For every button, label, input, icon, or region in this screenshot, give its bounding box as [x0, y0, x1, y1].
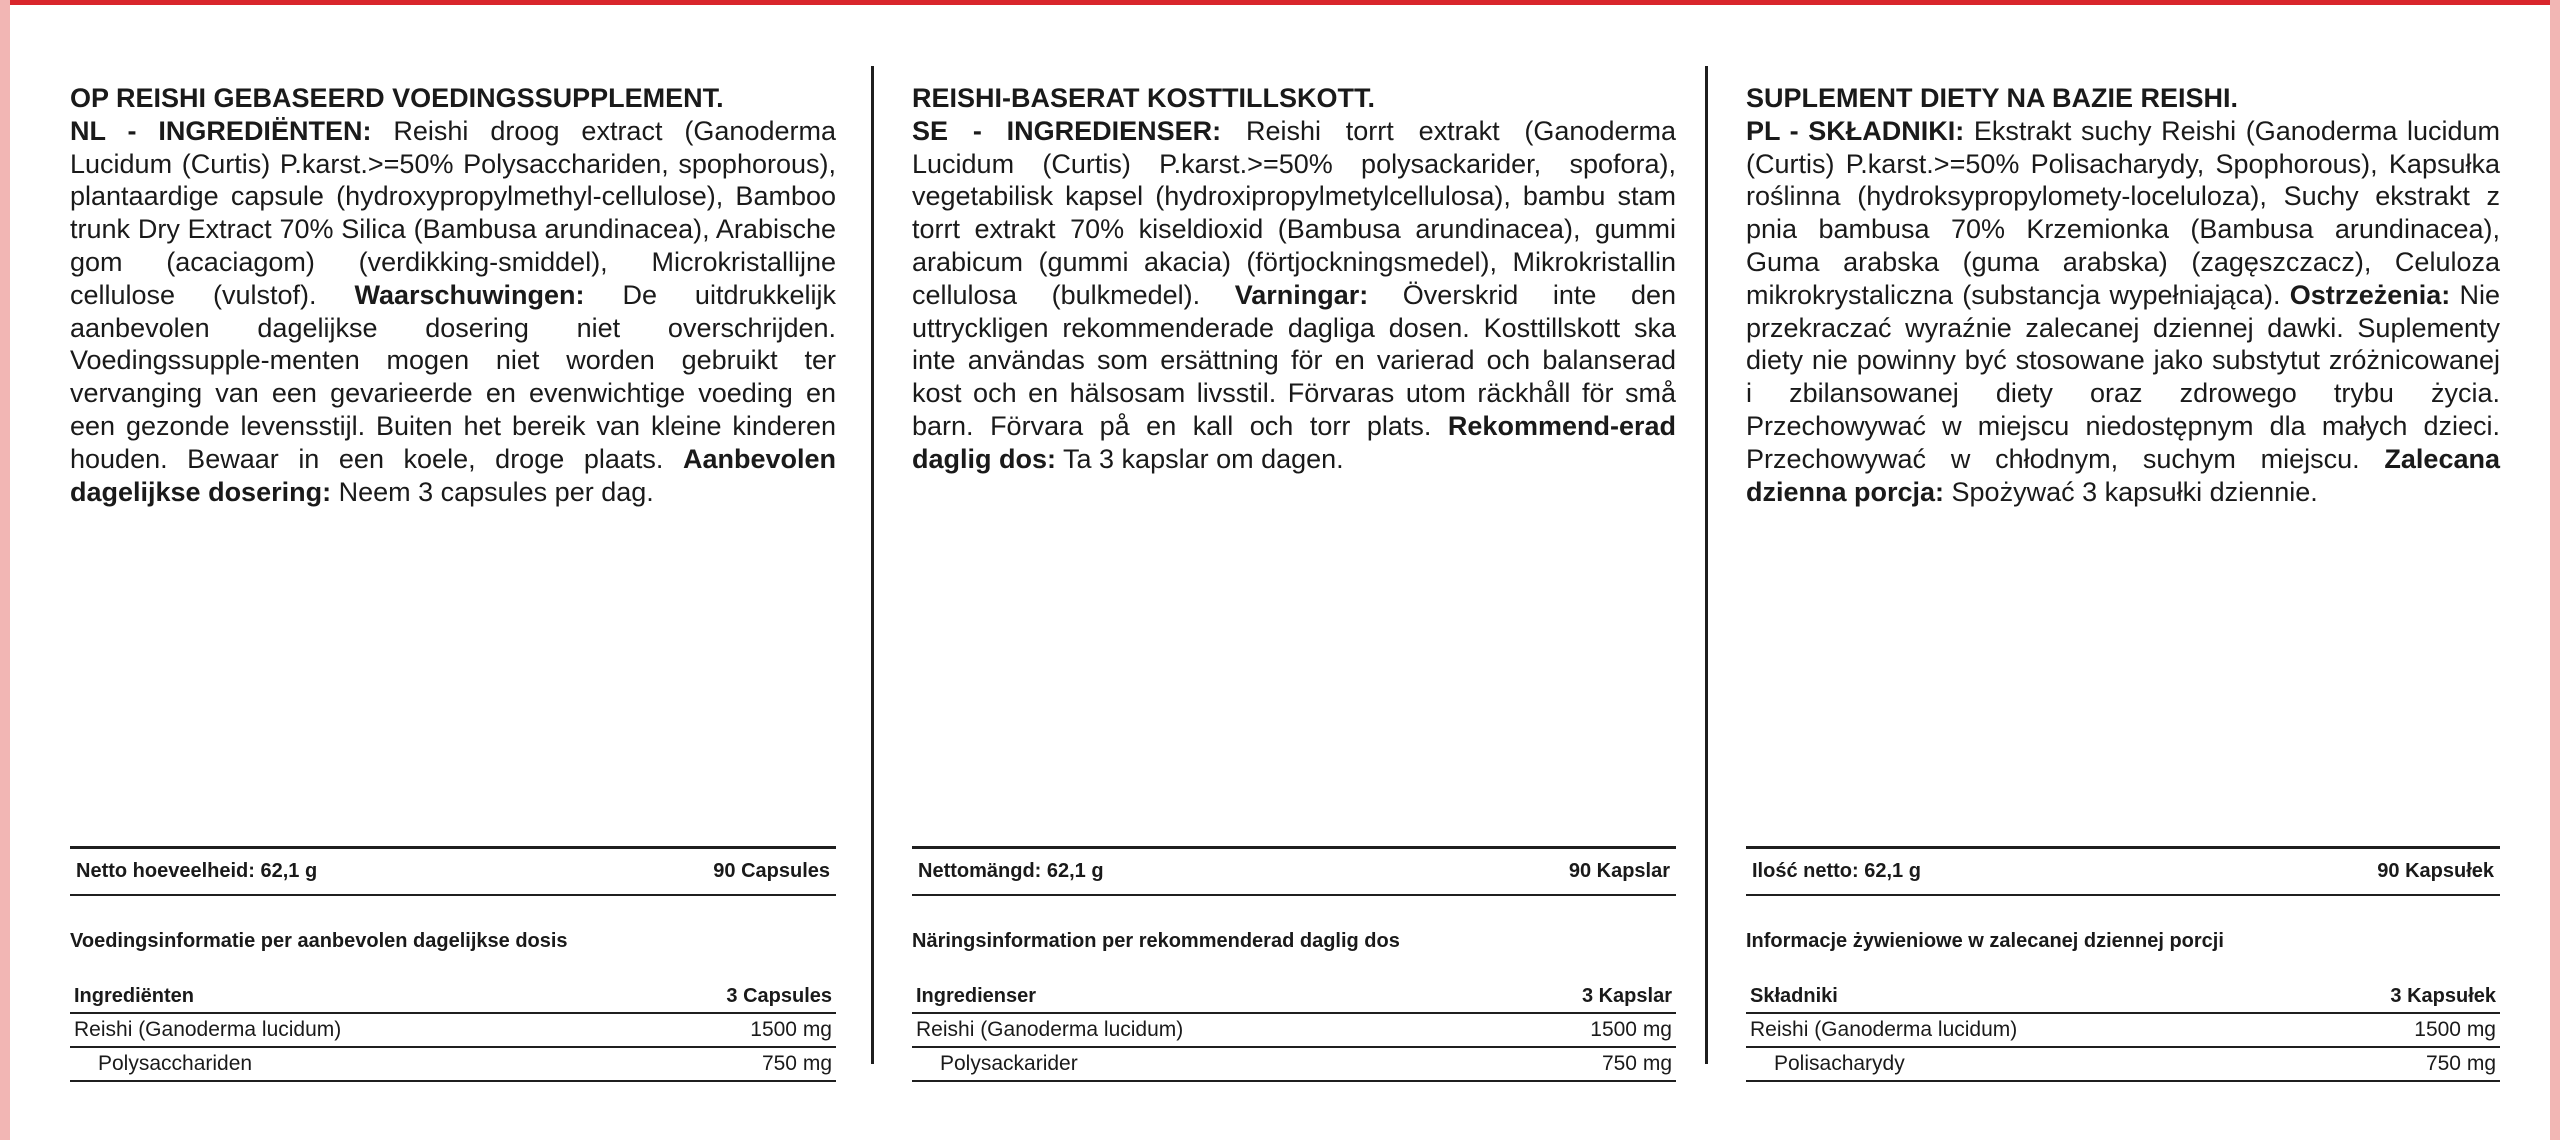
- nutrition-heading: Informacje żywieniowe w zalecanej dziennej porcji: [1746, 930, 2224, 952]
- ingredients-label: PL - SKŁADNIKI:: [1746, 115, 1965, 146]
- table-header-ingredients: Ingrediënten: [74, 985, 195, 1007]
- ingredients-text: Ekstrakt suchy Reishi (Ganoderma lucidum (Curtis) P.karst.>=50% Polisacharydy, Spophorous), Kapsułka roślinna (hydroksypropylomety-loceluloza), Suchy ekstrakt z pnia bambusa 70% Krzemionka (Bambusa arundinacea), Guma arabska (guma arabska) (zagęszczacz), Celuloza mikrokrystaliczna (substancja wypełniająca).: [1746, 115, 2500, 310]
- net-quantity-row: [1746, 846, 2500, 896]
- dose-label: Zalecana dzienna porcja:: [1746, 443, 2500, 507]
- panel-nl-title: OP REISHI GEBASEERD VOEDINGSSUPPLEMENT.: [70, 83, 724, 113]
- table-header: [912, 985, 1676, 1014]
- table-header: [70, 985, 836, 1014]
- ingredients-label: SE - INGREDIENSER:: [912, 115, 1222, 146]
- table-header-ingredients: Składniki: [1750, 985, 1838, 1007]
- ingredient-value: 1500 mg: [2414, 1018, 2496, 1041]
- column-divider-1: [871, 66, 874, 1064]
- net-quantity-label: Netto hoeveelheid: 62,1 g: [76, 860, 318, 882]
- dose-label: Aanbevolen dagelijkse dosering:: [70, 443, 836, 507]
- panel-pl-text: [1746, 82, 2500, 508]
- column-divider-2: [1705, 66, 1708, 1064]
- warnings-label: Waarschuwingen:: [354, 279, 585, 310]
- ingredient-value: 1500 mg: [750, 1018, 832, 1041]
- ingredient-name: Reishi (Ganoderma lucidum): [1750, 1018, 2018, 1041]
- panel-se-text: [912, 82, 1676, 476]
- ingredients-label: NL - INGREDIËNTEN:: [70, 115, 372, 146]
- ingredient-name: Reishi (Ganoderma lucidum): [916, 1018, 1184, 1041]
- warnings-label: Ostrzeżenia:: [2289, 279, 2451, 310]
- capsule-count: 90 Kapsułek: [2377, 860, 2494, 882]
- warnings-label: Varningar:: [1234, 279, 1369, 310]
- panel-nl-body: [70, 115, 836, 509]
- ingredient-name: Polisacharydy: [1774, 1052, 1905, 1075]
- ingredient-value: 750 mg: [761, 1052, 832, 1075]
- table-row: [70, 1048, 836, 1082]
- dose-label: Rekommend-erad daglig dos:: [912, 410, 1676, 474]
- right-accent-border: [2550, 0, 2560, 1140]
- table-row: [70, 1014, 836, 1048]
- table-header-dose: 3 Kapslar: [1581, 985, 1672, 1007]
- net-quantity-row: [912, 846, 1676, 896]
- panel-se: [912, 82, 1676, 1082]
- panel-se-title: REISHI-BASERAT KOSTTILLSKOTT.: [912, 83, 1375, 113]
- dose-text: Spożywać 3 kapsułki dziennie.: [1944, 476, 2318, 507]
- ingredient-name: Polysackarider: [940, 1052, 1078, 1075]
- panel-nl-text: [70, 82, 836, 508]
- ingredient-value: 750 mg: [1601, 1052, 1672, 1075]
- net-quantity-label: Nettomängd: 62,1 g: [918, 860, 1104, 882]
- panel-pl-title: SUPLEMENT DIETY NA BAZIE REISHI.: [1746, 83, 2239, 113]
- table-row: [1746, 1014, 2500, 1048]
- ingredients-text: Reishi droog extract (Ganoderma Lucidum (Curtis) P.karst.>=50% Polysacchariden, spophorous), plantaardige capsule (hydroxypropylmethyl-cellulose), Bamboo trunk Dry Extract 70% Silica (Bambusa arundinacea), Arabische gom (acaciagom) (verdikking-smiddel), Microkristallijne cellulose (vulstof).: [70, 115, 836, 310]
- table-header-dose: 3 Kapsułek: [2390, 985, 2496, 1007]
- top-accent-border: [0, 0, 2560, 5]
- panel-nl: [70, 82, 836, 1082]
- ingredient-value: 750 mg: [2425, 1052, 2496, 1075]
- warnings-text: De uitdrukkelijk aanbevolen dagelijkse dosering niet overschrijden. Voedingssupple-menten mogen niet worden gebruikt ter vervanging van een gevarieerde en evenwichtige voeding en een gezonde levensstijl. Buiten het bereik van kleine kinderen houden. Bewaar in een koele, droge plaats.: [70, 279, 836, 474]
- nutrition-table: [912, 985, 1676, 1082]
- capsule-count: 90 Capsules: [713, 860, 830, 882]
- table-header-ingredients: Ingredienser: [916, 985, 1037, 1007]
- net-quantity-label: Ilość netto: 62,1 g: [1752, 860, 1921, 882]
- nutrition-heading: Näringsinformation per rekommenderad daglig dos: [912, 930, 1400, 952]
- panel-pl-body: [1746, 115, 2500, 509]
- nutrition-heading: Voedingsinformatie per aanbevolen dagelijkse dosis: [70, 930, 568, 952]
- ingredients-text: Reishi torrt extrakt (Ganoderma Lucidum (Curtis) P.karst.>=50% polysackarider, spofora), vegetabilisk kapsel (hydroxipropylmetylcellulosa), bambu stam torrt extrakt 70% kiseldioxid (Bambusa arundinacea), gummi arabicum (gummi akacia) (förtjockningsmedel), Mikrokristallin cellulosa (bulkmedel).: [912, 115, 1676, 310]
- ingredient-name: Polysacchariden: [98, 1052, 253, 1075]
- ingredient-name: Reishi (Ganoderma lucidum): [74, 1018, 342, 1041]
- nutrition-table: [70, 985, 836, 1082]
- nutrition-table: [1746, 985, 2500, 1082]
- ingredient-value: 1500 mg: [1590, 1018, 1672, 1041]
- table-row: [912, 1048, 1676, 1082]
- left-accent-border: [0, 0, 10, 1140]
- warnings-text: Nie przekraczać wyraźnie zalecanej dziennej dawki. Suplementy diety nie powinny być stosowane jako substytut zróżnicowanej i zbilansowanej diety oraz zdrowego trybu życia. Przechowywać w miejscu niedostępnym dla małych dzieci. Przechowywać w chłodnym, suchym miejscu.: [1746, 279, 2500, 474]
- warnings-text: Överskrid inte den uttryckligen rekommenderade dagliga dosen. Kosttillskott ska inte användas som ersättning för en varierad och balanserad kost och en hälsosam livsstil. Förvaras utom räckhåll för små barn. Förvara på en kall och torr plats.: [912, 279, 1676, 441]
- table-header: [1746, 985, 2500, 1014]
- panel-se-body: [912, 115, 1676, 476]
- table-row: [912, 1014, 1676, 1048]
- dose-text: Ta 3 kapslar om dagen.: [1056, 443, 1344, 474]
- table-header-dose: 3 Capsules: [726, 985, 832, 1007]
- table-row: [1746, 1048, 2500, 1082]
- capsule-count: 90 Kapslar: [1568, 860, 1670, 882]
- panel-pl: [1746, 82, 2500, 1082]
- net-quantity-row: [70, 846, 836, 896]
- dose-text: Neem 3 capsules per dag.: [331, 476, 654, 507]
